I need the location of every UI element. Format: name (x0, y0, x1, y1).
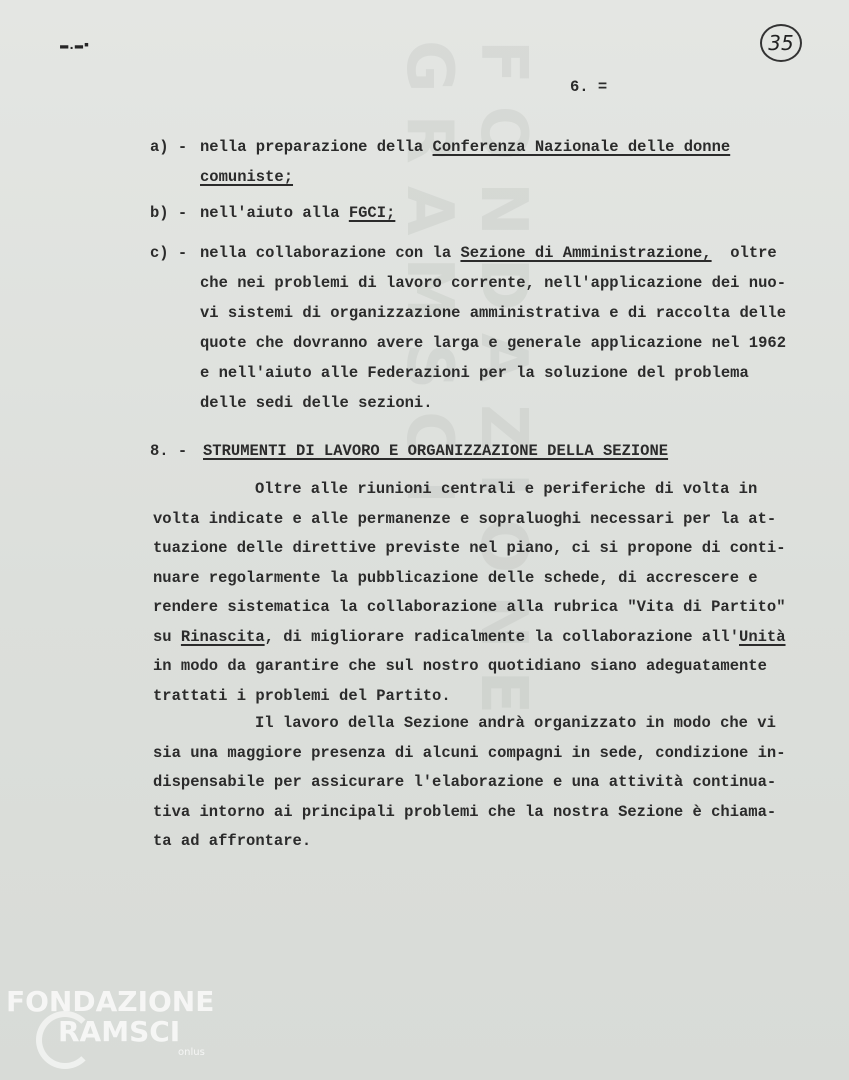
item-line: nella preparazione della Conferenza Nazionale delle donne (200, 138, 731, 156)
paragraph-line: tiva intorno ai principali problemi che la nostra Sezione è chiama- (153, 802, 777, 821)
underlined-text: Rinascita (180, 627, 265, 646)
item-line: nell'aiuto alla FGCI; (200, 204, 396, 222)
item-label: a) - (150, 138, 188, 156)
archive-number: 35 (768, 31, 794, 55)
logo-line-2: RAMSCI (58, 1015, 181, 1048)
section-title: STRUMENTI DI LAVORO E ORGANIZZAZIONE DELLA SEZIONE (203, 442, 669, 460)
fondazione-gramsci-logo (6, 985, 216, 1075)
underlined-text: Unità (739, 627, 786, 646)
corner-mark: ▬.▬▪ (60, 38, 90, 54)
item-line: e nell'aiuto alle Federazioni per la soluzione del problema (200, 364, 749, 382)
item-label: c) - (150, 244, 188, 262)
logo-line-1: FONDAZIONE (6, 985, 215, 1018)
item-line (200, 162, 293, 192)
item-line: che nei problemi di lavoro corrente, nell'applicazione dei nuo- (200, 274, 786, 292)
paragraph-line: rendere sistematica la collaborazione alla rubrica "Vita di Partito" (153, 598, 786, 616)
paragraph-line: nuare regolarmente la pubblicazione delle schede, di accrescere e (153, 568, 758, 587)
logo-onlus: onlus (178, 1047, 205, 1058)
paragraph-line: su Rinascita, di migliorare radicalmente la collaborazione all'Unità (153, 627, 786, 646)
paragraph-line: dispensabile per assicurare l'elaborazione e una attività continua- (153, 773, 777, 791)
item-label: b) - (150, 204, 188, 222)
underlined-text: comuniste; (200, 168, 294, 186)
paragraph-line: ta ad affrontare. (153, 832, 312, 850)
item-line: quote che dovranno avere larga e generale applicazione nel 1962 (200, 334, 786, 352)
section-number: 8. - (150, 442, 188, 460)
underlined-text: Conferenza Nazionale delle donne (432, 138, 731, 156)
paragraph-line: trattati i problemi del Partito. (153, 686, 451, 705)
paragraph-line: volta indicate e alle permanenze e sopraluoghi necessari per la at- (153, 509, 777, 528)
paragraph-line: tuazione delle direttive previste nel piano, ci si propone di conti- (153, 539, 786, 557)
item-line: delle sedi delle sezioni. (200, 394, 433, 412)
paragraph-line: in modo da garantire che sul nostro quotidiano siano adeguatamente (153, 657, 767, 675)
paragraph-line: Oltre alle riunioni centrali e periferiche di volta in (255, 480, 758, 498)
paragraph-line: Il lavoro della Sezione andrà organizzato in modo che vi (255, 714, 776, 732)
paragraph-line: sia una maggiore presenza di alcuni compagni in sede, condizione in- (153, 743, 786, 762)
archive-number-circle (760, 24, 802, 62)
page-number: 6. = (570, 78, 608, 96)
watermark-text: FONDAZIONE GRAMSCI (392, 40, 540, 737)
item-line: nella collaborazione con la Sezione di Amministrazione, oltre (200, 244, 777, 262)
item-line: vi sistemi di organizzazione amministrativa e di raccolta delle (200, 304, 786, 322)
underlined-text: FGCI; (348, 204, 396, 222)
underlined-text: Sezione di Amministrazione, (460, 244, 712, 262)
